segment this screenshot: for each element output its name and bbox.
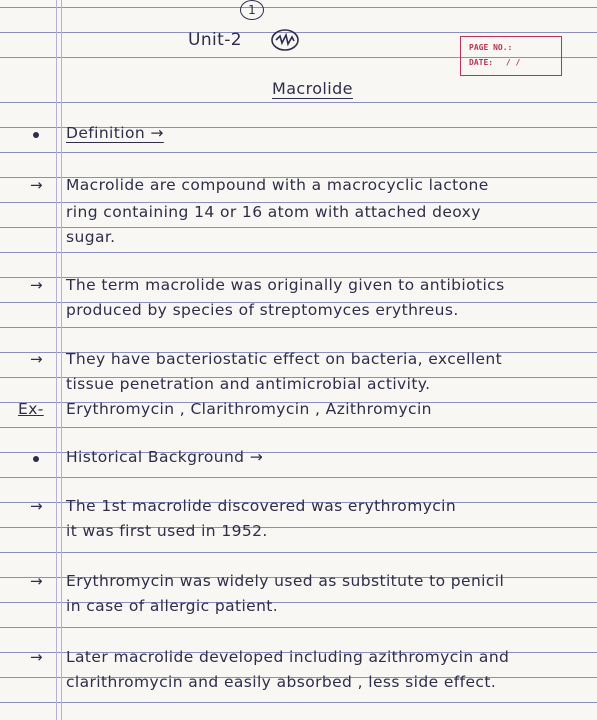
margin-line-inner [61,0,62,720]
line-hist-3: Erythromycin was widely used as substitute to penicil [66,572,505,590]
arrow-icon: → [30,276,43,294]
line-definition: Definition → [66,124,164,142]
line-def-3: sugar. [66,228,116,246]
date-value: / / [505,58,521,67]
line-hist-5: Later macrolide developed including azithromycin and [66,648,510,666]
line-def-1: Macrolide are compound with a macrocyclic lactone [66,176,489,194]
date-row [469,58,520,67]
line-hist-2: it was first used in 1952. [66,522,268,540]
scribble-icon [270,28,300,52]
page-date-stamp [460,36,562,76]
line-term-1: The term macrolide was originally given to antibiotics [66,276,505,294]
arrow-icon: → [30,350,43,368]
bullet-history [33,456,39,462]
line-hist-1: The 1st macrolide discovered was erythromycin [66,497,457,515]
arrow-icon: → [30,497,43,515]
margin-line-outer [56,0,57,720]
topic-title: Macrolide [272,79,353,98]
line-example: Erythromycin , Clarithromycin , Azithromycin [66,400,432,418]
line-def-2: ring containing 14 or 16 atom with attached deoxy [66,203,481,221]
arrow-icon: → [30,176,43,194]
unit-title: Unit-2 [188,30,242,50]
line-hist-6: clarithromycin and easily absorbed , less side effect. [66,673,497,691]
arrow-icon: → [30,572,43,590]
page-number: 1 [240,0,264,20]
line-history: Historical Background → [66,448,264,466]
line-hist-4: in case of allergic patient. [66,597,279,615]
line-term-2: produced by species of streptomyces erythreus. [66,301,459,319]
date-label: DATE: [469,58,494,67]
bullet-definition [33,132,39,138]
example-label: Ex- [18,400,44,418]
arrow-icon: → [30,648,43,666]
line-effect-1: They have bacteriostatic effect on bacteria, excellent [66,350,503,368]
page-no-label: PAGE NO.: [469,43,513,52]
line-effect-2: tissue penetration and antimicrobial activity. [66,375,431,393]
